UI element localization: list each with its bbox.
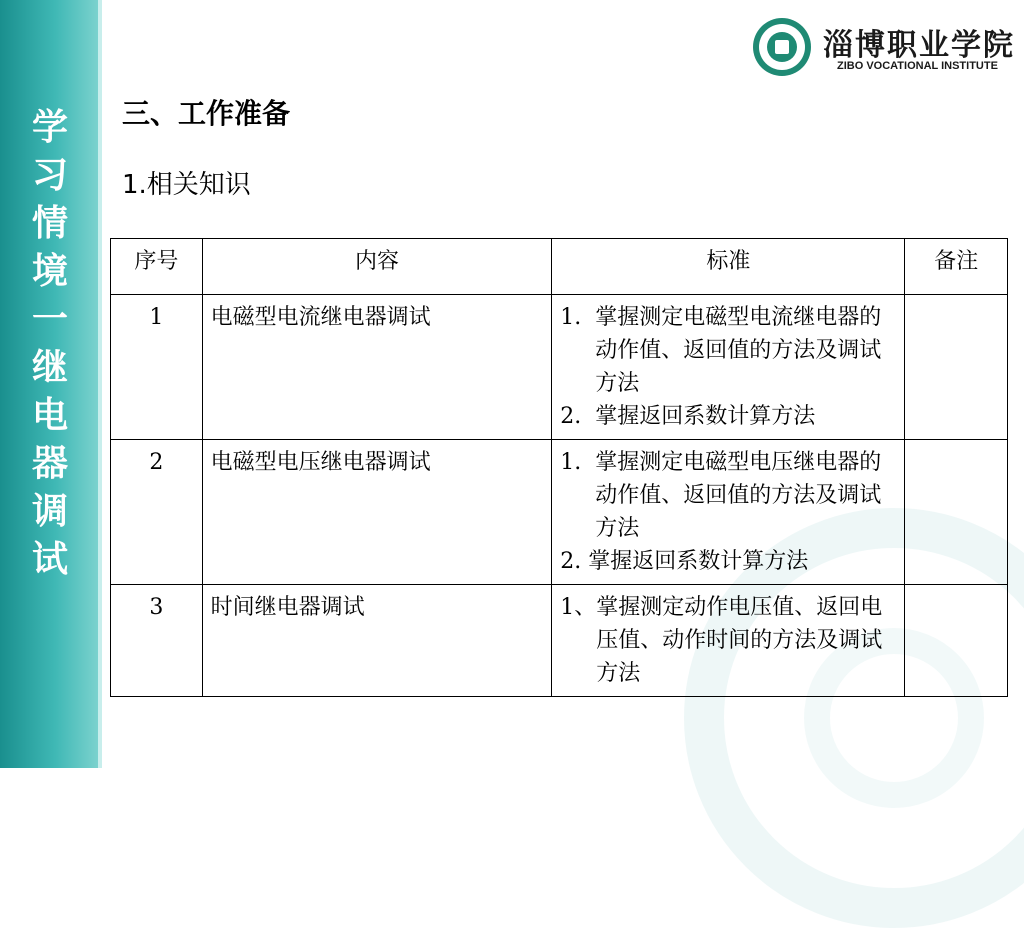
standard-index: 1、	[560, 595, 597, 620]
school-emblem-icon	[753, 18, 811, 76]
sidebar-title	[0, 104, 100, 584]
sidebar-title-char: 调	[31, 491, 68, 532]
sidebar-title-char: 情	[31, 203, 68, 244]
table-row	[111, 295, 1008, 440]
row-num: 3	[111, 585, 203, 697]
header-num: 序号	[111, 239, 203, 295]
sidebar-title-char: 一	[31, 299, 68, 340]
row-num: 2	[111, 440, 203, 585]
sidebar-divider	[98, 0, 102, 768]
table-header-row	[111, 239, 1008, 295]
standard-item	[560, 400, 896, 433]
row-content: 电磁型电压继电器调试	[202, 440, 552, 585]
sidebar-title-char: 习	[31, 155, 68, 196]
standard-index: 1.	[560, 305, 596, 330]
row-num: 1	[111, 295, 203, 440]
knowledge-table	[110, 238, 1008, 697]
sidebar-title-char: 继	[31, 347, 68, 388]
school-name-en: ZIBO VOCATIONAL INSTITUTE	[837, 60, 998, 72]
standard-index: 1.	[560, 450, 596, 475]
row-standard	[552, 585, 905, 697]
sidebar-title-char: 学	[31, 107, 68, 148]
row-standard	[552, 440, 905, 585]
standard-index: 2.	[560, 404, 596, 429]
table-row	[111, 440, 1008, 585]
row-note	[905, 585, 1008, 697]
row-content: 时间继电器调试	[202, 585, 552, 697]
header-content: 内容	[202, 239, 552, 295]
table-row	[111, 585, 1008, 697]
header-note: 备注	[905, 239, 1008, 295]
subsection-title: 1.相关知识	[122, 170, 251, 200]
sidebar-title-char: 境	[31, 251, 68, 292]
standard-item	[560, 301, 896, 400]
school-logo	[753, 14, 1013, 84]
standard-item	[560, 591, 896, 690]
standard-text: 掌握测定电磁型电流继电器的动作值、返回值的方法及调试方法	[595, 305, 882, 396]
standard-text: 掌握返回系数计算方法	[595, 404, 816, 429]
row-note	[905, 440, 1008, 585]
row-note	[905, 295, 1008, 440]
sidebar-title-char: 电	[31, 395, 68, 436]
school-name-cn: 淄博职业学院	[823, 28, 1015, 63]
sidebar	[0, 0, 100, 768]
sidebar-title-char: 试	[31, 539, 68, 580]
standard-item	[560, 545, 896, 578]
sidebar-title-char: 器	[31, 443, 68, 484]
standard-text: 掌握返回系数计算方法	[588, 549, 809, 574]
standard-item	[560, 446, 896, 545]
standard-text: 掌握测定动作电压值、返回电压值、动作时间的方法及调试方法	[596, 595, 883, 686]
row-standard	[552, 295, 905, 440]
standard-text: 掌握测定电磁型电压继电器的动作值、返回值的方法及调试方法	[595, 450, 882, 541]
section-title: 三、工作准备	[122, 97, 291, 130]
standard-index: 2.	[560, 549, 589, 574]
header-standard: 标准	[552, 239, 905, 295]
row-content: 电磁型电流继电器调试	[202, 295, 552, 440]
